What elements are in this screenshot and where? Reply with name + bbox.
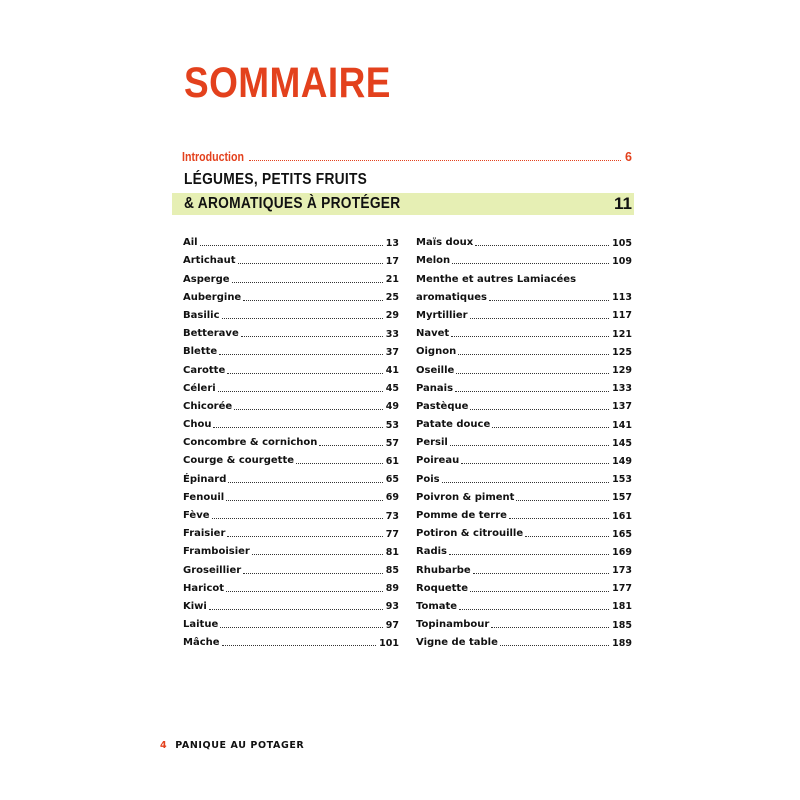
toc-entry-label: Roquette bbox=[416, 582, 468, 594]
dot-leader bbox=[249, 160, 621, 161]
toc-entry-label: Blette bbox=[183, 346, 218, 358]
toc-entry-page: 129 bbox=[612, 365, 632, 376]
section-page-number: 11 bbox=[614, 194, 632, 213]
toc-entry[interactable] bbox=[183, 303, 399, 321]
toc-entry-page: 29 bbox=[385, 310, 399, 322]
toc-entry-label: Mâche bbox=[183, 637, 220, 649]
toc-entry-label: Potiron & citrouille bbox=[416, 528, 524, 540]
toc-entry-label: Artichaut bbox=[183, 255, 236, 267]
toc-entry-page: 41 bbox=[385, 365, 399, 376]
toc-entry-label-line-2: aromatiques bbox=[416, 291, 487, 303]
toc-entry[interactable] bbox=[416, 466, 632, 484]
toc-entry[interactable] bbox=[416, 339, 632, 357]
page-footer bbox=[160, 741, 304, 751]
footer-page-number: 4 bbox=[160, 740, 168, 751]
toc-entry-page: 105 bbox=[612, 237, 632, 249]
toc-entry-label: Haricot bbox=[183, 582, 225, 594]
toc-entry-page: 17 bbox=[385, 255, 399, 267]
toc-entry[interactable] bbox=[416, 266, 632, 302]
dot-leader bbox=[452, 263, 609, 264]
section-heading-line-2: & AROMATIQUES À PROTÉGER bbox=[184, 195, 401, 212]
toc-entry-label: Courge & courgette bbox=[183, 455, 295, 467]
toc-entry-label: Framboisier bbox=[183, 546, 250, 558]
toc-entry-page: 177 bbox=[612, 583, 632, 595]
section-heading-line-1: LÉGUMES, PETITS FRUITS bbox=[184, 171, 368, 188]
toc-entry[interactable] bbox=[416, 357, 632, 375]
dot-leader bbox=[219, 354, 383, 355]
dot-leader bbox=[449, 554, 609, 555]
dot-leader bbox=[442, 482, 610, 483]
toc-entry-label: Betterave bbox=[183, 328, 239, 340]
toc-entry-label-line-1: Menthe et autres Lamiacées bbox=[416, 273, 577, 285]
toc-entry[interactable] bbox=[183, 248, 399, 266]
toc-entry-page: 21 bbox=[385, 274, 399, 286]
toc-column-left bbox=[183, 230, 399, 648]
dot-leader bbox=[226, 591, 383, 592]
toc-entry-label: Melon bbox=[416, 255, 451, 267]
toc-entry[interactable] bbox=[183, 357, 399, 375]
toc-entry-label: Navet bbox=[416, 328, 450, 340]
toc-entry[interactable] bbox=[416, 612, 632, 630]
toc-entry[interactable] bbox=[416, 485, 632, 503]
toc-entry[interactable] bbox=[183, 594, 399, 612]
toc-entry-label: Myrtillier bbox=[416, 309, 468, 321]
toc-entry[interactable] bbox=[183, 430, 399, 448]
toc-entry-page: 149 bbox=[612, 455, 632, 467]
dot-leader bbox=[243, 300, 383, 301]
toc-entry[interactable] bbox=[183, 557, 399, 575]
toc-entry-page: 53 bbox=[385, 419, 399, 431]
dot-leader bbox=[451, 336, 609, 337]
toc-entry-page: 73 bbox=[385, 510, 399, 522]
toc-entry-page: 85 bbox=[385, 565, 399, 577]
dot-leader bbox=[492, 427, 609, 428]
toc-entry-label: Tomate bbox=[416, 600, 458, 612]
toc-entry-label: Pois bbox=[416, 473, 440, 485]
toc-entry-page: 97 bbox=[385, 619, 399, 631]
toc-entry-page: 49 bbox=[385, 401, 399, 413]
toc-entry-page: 45 bbox=[385, 383, 399, 395]
dot-leader bbox=[243, 573, 383, 574]
toc-entry[interactable] bbox=[416, 412, 632, 430]
toc-entry-label: Poireau bbox=[416, 455, 460, 467]
toc-entry[interactable] bbox=[416, 230, 632, 248]
dot-leader bbox=[222, 318, 383, 319]
dot-leader bbox=[456, 373, 609, 374]
toc-entry-page: 57 bbox=[385, 437, 399, 449]
toc-entry[interactable] bbox=[416, 321, 632, 339]
dot-leader bbox=[516, 500, 609, 501]
toc-entry[interactable] bbox=[183, 266, 399, 284]
toc-entry[interactable] bbox=[183, 503, 399, 521]
toc-entry-page: 157 bbox=[612, 492, 632, 504]
toc-entry[interactable] bbox=[416, 521, 632, 539]
dot-leader bbox=[491, 627, 609, 628]
toc-entry-page: 153 bbox=[612, 474, 632, 486]
dot-leader bbox=[500, 645, 609, 646]
toc-entry-label: Patate douce bbox=[416, 419, 491, 431]
toc-entry[interactable] bbox=[183, 466, 399, 484]
dot-leader bbox=[296, 463, 383, 464]
toc-entry[interactable] bbox=[416, 576, 632, 594]
toc-entry-label: Maïs doux bbox=[416, 237, 474, 249]
toc-entry-label: Oignon bbox=[416, 346, 457, 358]
dot-leader bbox=[473, 573, 609, 574]
toc-entry[interactable] bbox=[183, 321, 399, 339]
dot-leader bbox=[470, 318, 610, 319]
toc-entry[interactable] bbox=[416, 430, 632, 448]
dot-leader bbox=[212, 518, 383, 519]
toc-entry[interactable] bbox=[183, 412, 399, 430]
toc-entry[interactable] bbox=[416, 539, 632, 557]
toc-entry-introduction[interactable] bbox=[182, 147, 632, 163]
toc-entry-page: 6 bbox=[625, 149, 632, 164]
toc-entry-page: 185 bbox=[612, 619, 632, 631]
dot-leader bbox=[461, 463, 609, 464]
toc-entry-page: 13 bbox=[385, 237, 399, 249]
toc-entry-page: 77 bbox=[385, 528, 399, 540]
toc-entry-page: 173 bbox=[612, 565, 632, 577]
toc-entry-label: Concombre & cornichon bbox=[183, 437, 318, 449]
toc-entry-label: Chicorée bbox=[183, 400, 233, 412]
toc-entry[interactable] bbox=[183, 230, 399, 248]
toc-entry-label: Vigne de table bbox=[416, 637, 498, 649]
page-title: SOMMAIRE bbox=[184, 59, 391, 107]
toc-entry[interactable] bbox=[183, 612, 399, 630]
footer-book-title: PANIQUE AU POTAGER bbox=[175, 740, 305, 751]
dot-leader bbox=[241, 336, 383, 337]
dot-leader bbox=[450, 445, 609, 446]
dot-leader bbox=[252, 554, 383, 555]
toc-entry-label: Poivron & piment bbox=[416, 491, 515, 503]
toc-entry-page: 125 bbox=[612, 346, 632, 358]
toc-entry-label: Radis bbox=[416, 546, 447, 558]
toc-entry-page: 81 bbox=[385, 546, 399, 558]
dot-leader bbox=[209, 609, 383, 610]
toc-entry-page: 93 bbox=[385, 601, 399, 613]
toc-entry-label: Basilic bbox=[183, 309, 220, 321]
dot-leader bbox=[220, 627, 383, 628]
toc-column-right bbox=[416, 230, 632, 648]
toc-entry-page: 141 bbox=[612, 419, 632, 431]
toc-entry-label: Pomme de terre bbox=[416, 510, 507, 521]
dot-leader bbox=[525, 536, 609, 537]
toc-entry[interactable] bbox=[416, 394, 632, 412]
toc-entry-label: Panais bbox=[416, 382, 454, 394]
toc-entry-label: Aubergine bbox=[183, 291, 242, 303]
toc-entry[interactable] bbox=[183, 448, 399, 466]
dot-leader bbox=[200, 245, 383, 246]
toc-entry[interactable] bbox=[183, 285, 399, 303]
toc-entry-page: 113 bbox=[612, 292, 632, 304]
dot-leader bbox=[458, 354, 609, 355]
toc-entry-page: 109 bbox=[612, 255, 632, 267]
toc-entry-page: 25 bbox=[385, 292, 399, 304]
toc-entry-label: Groseillier bbox=[183, 564, 242, 576]
dot-leader bbox=[232, 282, 383, 283]
dot-leader bbox=[509, 518, 609, 519]
dot-leader bbox=[470, 591, 609, 592]
dot-leader bbox=[222, 645, 377, 646]
toc-entry-page: 165 bbox=[612, 528, 632, 540]
toc-entry-page: 137 bbox=[612, 401, 632, 413]
dot-leader bbox=[213, 427, 382, 428]
toc-entry-label: Chou bbox=[183, 419, 212, 431]
toc-entry-page: 169 bbox=[612, 546, 632, 558]
dot-leader bbox=[489, 300, 609, 301]
toc-entry-page: 65 bbox=[385, 474, 399, 486]
toc-entry-label: Fraisier bbox=[183, 528, 226, 540]
toc-entry-label: Persil bbox=[416, 437, 448, 449]
toc-entry-label: Rhubarbe bbox=[416, 564, 471, 576]
toc-entry[interactable] bbox=[416, 630, 632, 648]
toc-entry-label: Asperge bbox=[183, 273, 230, 285]
toc-entry[interactable] bbox=[183, 539, 399, 557]
dot-leader bbox=[227, 373, 383, 374]
toc-entry-label: Pastèque bbox=[416, 400, 469, 412]
toc-entry[interactable] bbox=[416, 248, 632, 266]
toc-entry-page: 89 bbox=[385, 583, 399, 595]
dot-leader bbox=[319, 445, 382, 446]
toc-entry[interactable] bbox=[416, 503, 632, 521]
toc-entry-label: Carotte bbox=[183, 364, 226, 376]
toc-entry-page: 33 bbox=[385, 328, 399, 340]
toc-entry-page: 145 bbox=[612, 437, 632, 449]
toc-entry-page: 69 bbox=[385, 492, 399, 504]
toc-entry[interactable] bbox=[416, 376, 632, 394]
dot-leader bbox=[226, 500, 383, 501]
dot-leader bbox=[238, 263, 383, 264]
dot-leader bbox=[234, 409, 383, 410]
toc-entry-page: 37 bbox=[385, 346, 399, 358]
toc-entry[interactable] bbox=[183, 394, 399, 412]
toc-entry-label: Topinambour bbox=[416, 619, 490, 631]
toc-entry-label: Ail bbox=[183, 237, 198, 249]
toc-entry-label: Fenouil bbox=[183, 491, 225, 503]
dot-leader bbox=[470, 409, 609, 410]
toc-entry[interactable] bbox=[183, 485, 399, 503]
toc-entry[interactable] bbox=[183, 630, 399, 648]
toc-entry[interactable] bbox=[183, 376, 399, 394]
toc-entry-page: 189 bbox=[612, 637, 632, 649]
dot-leader bbox=[227, 536, 382, 537]
toc-entry-label: Laitue bbox=[183, 619, 219, 631]
dot-leader bbox=[475, 245, 609, 246]
toc-entry[interactable] bbox=[183, 576, 399, 594]
toc-entry-label: Introduction bbox=[182, 149, 244, 164]
toc-entry-page: 121 bbox=[612, 328, 632, 340]
dot-leader bbox=[455, 391, 609, 392]
toc-entry[interactable] bbox=[183, 339, 399, 357]
toc-entry[interactable] bbox=[416, 594, 632, 612]
toc-entry-label: Kiwi bbox=[183, 600, 207, 612]
toc-entry[interactable] bbox=[416, 303, 632, 321]
toc-entry[interactable] bbox=[416, 557, 632, 575]
dot-leader bbox=[228, 482, 382, 483]
toc-entry[interactable] bbox=[183, 521, 399, 539]
dot-leader bbox=[459, 609, 609, 610]
toc-entry-page: 181 bbox=[612, 601, 632, 613]
toc-entry-page: 117 bbox=[612, 310, 632, 322]
toc-entry-page: 61 bbox=[385, 455, 399, 467]
toc-entry-page: 101 bbox=[379, 637, 399, 649]
toc-entry-page: 161 bbox=[612, 510, 632, 522]
toc-entry-label: Épinard bbox=[183, 473, 227, 485]
toc-entry[interactable] bbox=[416, 448, 632, 466]
toc-entry-label: Céleri bbox=[183, 382, 216, 394]
dot-leader bbox=[218, 391, 383, 392]
toc-entry-label: Oseille bbox=[416, 364, 455, 376]
toc-entry-label: Fève bbox=[183, 510, 210, 521]
toc-entry-page: 133 bbox=[612, 383, 632, 395]
